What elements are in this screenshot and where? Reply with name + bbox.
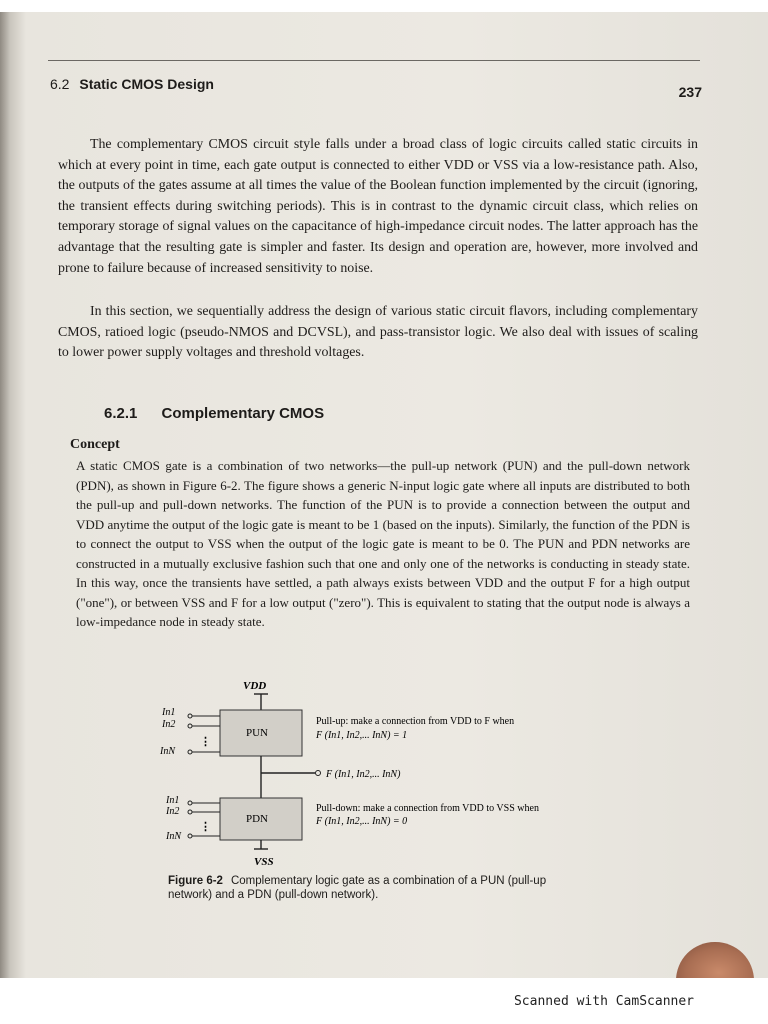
scanner-watermark: Scanned with CamScanner (513, 994, 694, 1009)
thumb-photo (676, 942, 754, 978)
running-header (50, 76, 214, 92)
pulldown-annotation-line2: F (In1, In2,... InN) = 0 (316, 816, 408, 827)
section-number: 6.2 (50, 76, 70, 92)
pdn-input-n: InN (166, 831, 181, 842)
pun-label: PUN (246, 727, 269, 739)
subsection-number: 6.2.1 (104, 405, 138, 422)
pulldown-annotation-line1: Pull-down: make a connection from VDD to VSS when (316, 803, 539, 814)
pun-input-1: In1 (162, 707, 176, 718)
paragraph-2 (58, 302, 698, 364)
pullup-annotation-line2: F (In1, In2,... InN) = 1 (316, 730, 408, 741)
paragraph-1-text: The complementary CMOS circuit style falls under a broad class of logic circuits called static circuits in which at every point in time, each gate output is connected to either VDD or VSS via a low-resistance path. Also, the outputs of the gates assume at all times the value of the Boolean function implemented by the circuit (ignoring, the transient effects during switching periods). This is in contrast to the dynamic circuit class, which relies on temporary storage of signal values on the capacitance of high-impedance circuit nodes. The latter approach has the advantage that the resulting gate is simpler and faster. Its design and operation are, however, more involved and prone to failure because of increased sensitivity to noise. (58, 137, 698, 276)
vdd-label: VDD (243, 680, 267, 692)
figure-caption (168, 874, 588, 902)
output-label: F (In1, In2,... InN) (326, 769, 401, 780)
pun-input-2: In2 (162, 719, 176, 730)
subsection-heading (104, 405, 324, 422)
concept-heading: Concept (70, 437, 120, 452)
scanned-page (0, 12, 768, 978)
paragraph-2-text: In this section, we sequentially address the design of various static circuit flavors, including complementary CMOS, ratioed logic (pseudo-NMOS and DCVSL), and pass-transistor logic. We also deal with issues of scaling to lower power supply voltages and threshold voltages. (58, 304, 698, 361)
header-rule (48, 60, 700, 61)
page-number: 237 (678, 84, 702, 100)
pdn-label: PDN (246, 813, 269, 825)
figure-caption-text: Complementary logic gate as a combination of a PUN (pull-up network) and a PDN (pull-down network). (168, 875, 547, 901)
section-title: Static CMOS Design (79, 76, 214, 92)
pun-input-ellipsis: ⋮ (200, 736, 211, 748)
concept-paragraph: A static CMOS gate is a combination of two networks—the pull-up network (PUN) and the pull-down network (PDN), as shown in Figure 6-2. The figure shows a generic N-input logic gate where all inputs are distributed to both the pull-up and pull-down networks. The function of the PUN is to provide a connection between the output and VDD anytime the output of the logic gate is meant to be 1 (based on the inputs). Similarly, the function of the PDN is to connect the output to VSS when the output of the logic gate is meant to be 0. The PUN and PDN networks are constructed in a mutually exclusive fashion such that one and only one of the networks is conducting in steady state. In this way, once the transients have settled, a path always exists between VDD and the output F for a high output ("one"), or between VSS and F for a low output ("zero"). This is equivalent to stating that the output node is always a low-impedance node in steady state. (76, 458, 690, 629)
figure-6-2-diagram (150, 672, 620, 872)
figure-caption-label: Figure 6-2 (168, 875, 223, 887)
pdn-input-1: In1 (166, 795, 180, 806)
pullup-annotation-line1: Pull-up: make a connection from VDD to F when (316, 716, 515, 727)
pdn-input-ellipsis: ⋮ (200, 821, 211, 833)
output-terminal (316, 771, 321, 776)
vss-label: VSS (254, 856, 274, 868)
subsection-title: Complementary CMOS (161, 405, 325, 422)
paragraph-1 (58, 135, 698, 279)
pun-input-n: InN (160, 746, 175, 757)
pdn-input-2: In2 (166, 806, 180, 817)
